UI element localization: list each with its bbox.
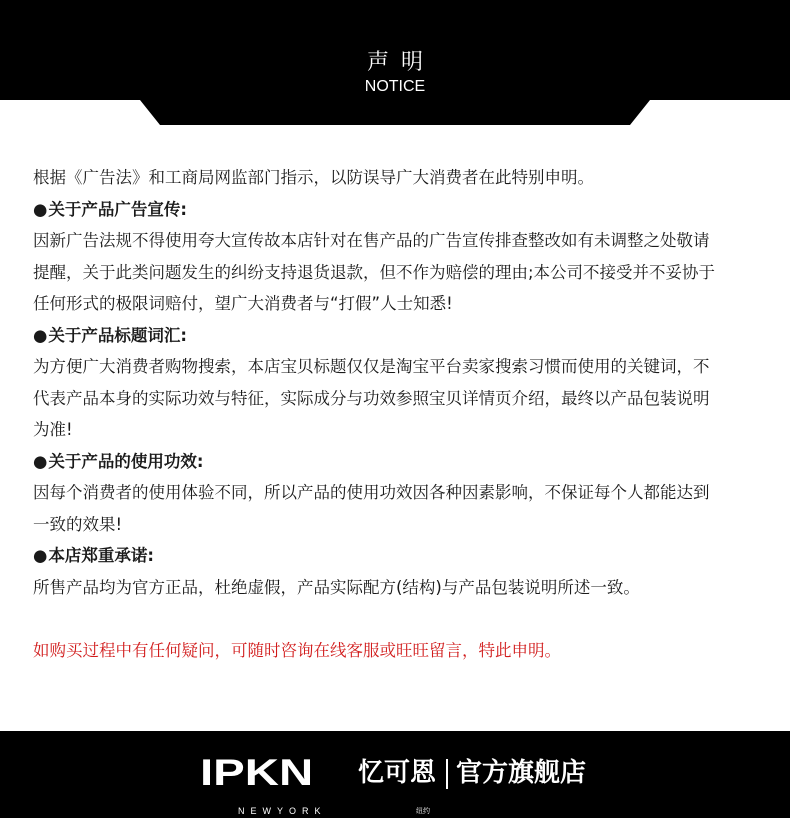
section-heading-text: 关于产品的使用功效: — [48, 451, 204, 471]
brand-logo-sub: NEWYORK — [238, 806, 327, 816]
page-subtitle: NOTICE — [364, 78, 426, 95]
notice-body — [33, 162, 763, 603]
page-title: 声明 — [366, 50, 435, 75]
brand-chinese-small: 纽约 — [416, 807, 430, 815]
section-line: 一致的效果! — [33, 514, 123, 534]
brand-logo-group — [200, 752, 600, 816]
section-line: 因新广告法规不得使用夸大宣传故本店针对在售产品的广告宣传排查整改如有未调整之处敬请 — [33, 231, 710, 250]
store-label: 官方旗舰店 — [456, 758, 587, 788]
section-line: 任何形式的极限词赔付，望广大消费者与“打假”人士知悉! — [33, 294, 453, 313]
brand-divider — [446, 759, 448, 789]
bullet-icon: ● — [33, 546, 48, 565]
footer-banner — [0, 731, 790, 818]
section-heading-advertising — [33, 194, 763, 226]
section-heading-text: 关于产品广告宣传: — [48, 199, 188, 219]
section-line: 因每个消费者的使用体验不同，所以产品的使用功效因各种因素影响，不保证每个人都能达到 — [33, 483, 710, 502]
brand-chinese-name: 忆可恩 — [358, 758, 437, 788]
brand-logo-text: IPKN — [200, 752, 314, 793]
bullet-icon: ● — [33, 451, 48, 471]
section-line: 提醒，关于此类问题发生的纠纷支持退货退款，但不作为赔偿的理由;本公司不接受并不妥协于 — [33, 262, 716, 282]
red-notice: 如购买过程中有任何疑问，可随时咨询在线客服或旺旺留言，特此申明。 — [33, 641, 561, 660]
section-heading-title-words — [33, 320, 763, 352]
section-line: 为准! — [33, 420, 73, 439]
notice-header-banner — [0, 0, 790, 126]
section-line: 为方便广大消费者购物搜索，本店宝贝标题仅仅是淘宝平台卖家搜索习惯而使用的关键词，不 — [33, 357, 710, 376]
section-heading-promise — [33, 540, 763, 572]
section-line: 代表产品本身的实际功效与特征，实际成分与功效参照宝贝详情页介绍，最终以产品包装说明 — [33, 388, 710, 408]
intro-paragraph: 根据《广告法》和工商局网监部门指示，以防误导广大消费者在此特别申明。 — [33, 168, 594, 187]
section-heading-text: 关于产品标题词汇: — [48, 325, 188, 345]
section-heading-text: 本店郑重承诺: — [48, 546, 155, 565]
bullet-icon: ● — [33, 199, 48, 219]
section-line: 所售产品均为官方正品，杜绝虚假，产品实际配方(结构)与产品包装说明所述一致。 — [33, 577, 640, 597]
bullet-icon: ● — [33, 325, 48, 345]
section-heading-efficacy — [33, 446, 763, 478]
